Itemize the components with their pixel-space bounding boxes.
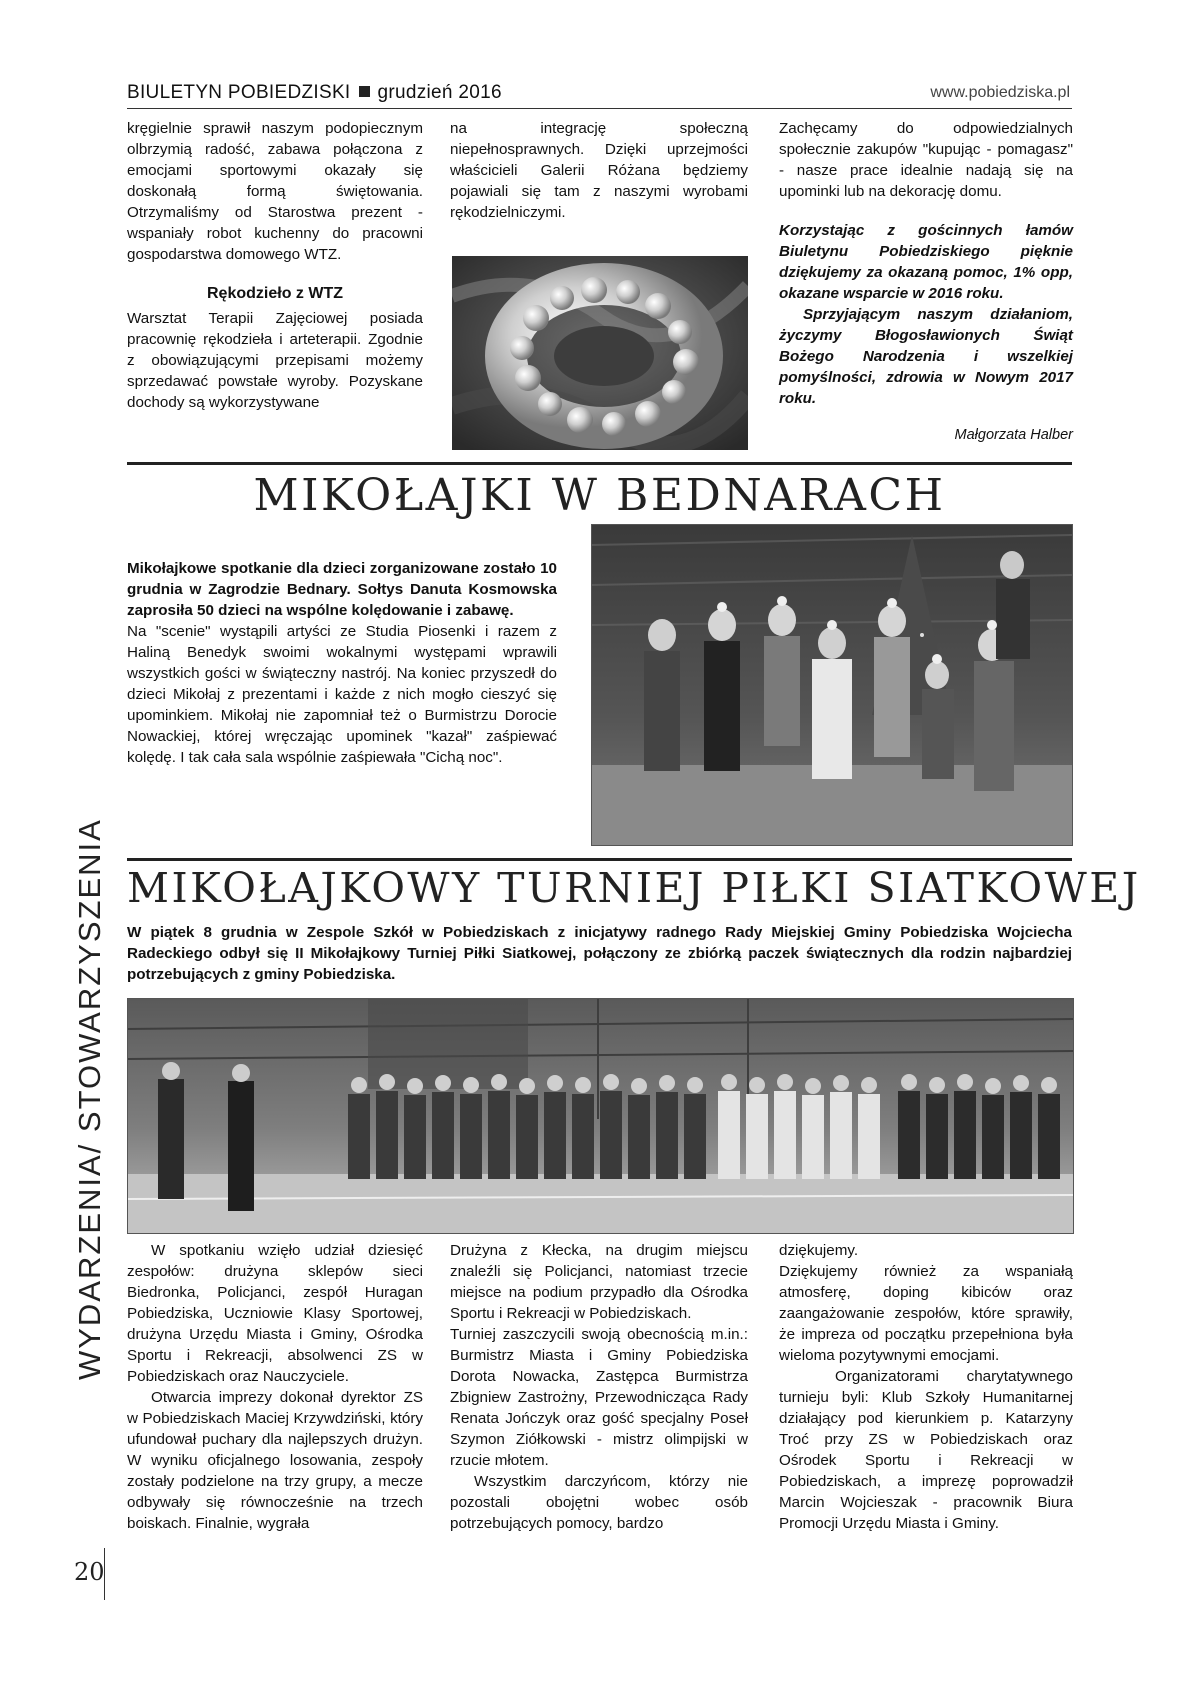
article1-column-2 [450, 118, 748, 223]
wreath-photo [452, 256, 748, 450]
article2-lead: Mikołajkowe spotkanie dla dzieci zorganizowane zostało 10 grudnia w Zagrodzie Bednary. Sołtys Danuta Kosmowska zaprosiła 50 dzieci na wspólne kolędowanie i zabawę. [127, 560, 557, 619]
article3-title: MIKOŁAJKOWY TURNIEJ PIŁKI SIATKOWEJ [127, 864, 1141, 912]
article3-paragraph: Wszystkim darczyńcom, którzy nie pozostali obojętni wobec osób potrzebujących pomocy, bardzo [450, 1473, 748, 1532]
article1-paragraph: kręgielnie sprawił naszym podopiecznym olbrzymią radość, zabawa połączona z emocjami sportowymi okazały się doskonałą formą świętowania. Otrzymaliśmy od Starostwa prezent - wspaniały robot kuchenny do pracowni gospodarstwa domowego WTZ. [127, 120, 423, 263]
article3-column-3 [779, 1240, 1073, 1534]
article1-paragraph: Warsztat Terapii Zajęciowej posiada pracownię rękodzieła i arteterapii. Zgodnie z obowiązującymi przepisami możemy sprzedawać powstałe wyroby. Pozyskane dochody są wykorzystywane [127, 310, 423, 411]
publication-title: BIULETYN POBIEDZISKI [127, 82, 351, 103]
section-divider [127, 858, 1072, 861]
publication-header [127, 82, 502, 104]
volleyball-teams-photo [127, 998, 1074, 1234]
website-link[interactable]: www.pobiedziska.pl [930, 84, 1070, 101]
article3-paragraph: W spotkaniu wzięło udział dziesięć zespołów: drużyna sklepów sieci Biedronka, Policjanci, zespół Huragan Pobiedziska, Uczniowie Klasy Sportowej, drużyna Urzędu Miasta i Gminy, Ośrodka Sportu i Rekreacji, absolwenci ZS w Pobiedziskach oraz Nauczyciele. [127, 1242, 423, 1385]
article1-column-1 [127, 118, 423, 413]
page-number: 20 [74, 1558, 105, 1586]
article3-paragraph: Otwarcia imprezy dokonał dyrektor ZS w Pobiedziskach Maciej Krzywdziński, który ufundował puchary dla najlepszych drużyn. W wyniku oficjalnego losowania, zespoły zostały podzielone na trzy grupy, a mecze odbywały się równocześnie na trzech boiskach. Finalnie, wygrała [127, 1389, 423, 1532]
issue-date: grudzień 2016 [377, 82, 502, 103]
article3-column-1 [127, 1240, 423, 1534]
section-label: WYDARZENIA/ STOWARZYSZENIA [72, 818, 107, 1380]
article3-paragraph: Dziękujemy również za wspaniałą atmosferę, doping kibiców oraz zaangażowanie zespołów, które sprawiły, że impreza od początku przepełniona była wieloma pozytywnymi emocjami. [779, 1263, 1073, 1364]
article1-signature: Małgorzata Halber [954, 427, 1073, 443]
article1-column-3 [779, 118, 1073, 446]
article1-thanks: Korzystając z gościnnych łamów Biuletynu Pobiedziskiego pięknie dziękujemy za okazaną pomoc, 1% opp, okazane wsparcie w 2016 roku. [779, 222, 1073, 302]
article3-paragraph: dziękujemy. [779, 1242, 859, 1259]
volleyball-image [128, 999, 1073, 1233]
article2-body: Na "scenie" wystąpili artyści ze Studia Piosenki i razem z Haliną Benedyk swoimi wokalnymi występami wprawili wszystkich gości w świąteczny nastrój. Na koniec przyszedł do dzieci Mikołaj z prezentami i każde z nich mogło cieszyć się upominkiem. Mikołaj nie zapomniał też o Burmistrzu Dorocie Nowackiej, której wręczając upominek "kazał" zaśpiewać kolędę. I tak cała sala wspólnie zaśpiewała "Cichą noc". [127, 623, 557, 766]
article3-paragraph: Drużyna z Kłecka, na drugim miejscu znaleźli się Policjanci, natomiast trzecie miejsce na podium przypadło dla Ośrodka Sportu i Rekreacji w Pobiedziskach. [450, 1242, 748, 1322]
article3-lead: W piątek 8 grudnia w Zespole Szkół w Pobiedziskach z inicjatywy radnego Rady Miejskiej Gminy Pobiedziska Wojciecha Radeckiego odbył się II Mikołajkowy Turniej Piłki Siatkowej, połączony ze zbiórką paczek świątecznych dla rodzin najbardziej potrzebujących z gminy Pobiedziska. [127, 924, 1072, 983]
article3-lead-block [127, 922, 1072, 985]
children-singing-photo [591, 524, 1073, 846]
header-divider [127, 108, 1072, 109]
children-image [592, 525, 1072, 845]
wreath-image [452, 256, 748, 450]
article1-wishes: Sprzyjającym naszym działaniom, życzymy Błogosławionych Świąt Bożego Narodzenia i wszelkiej pomyślności, zdrowia w Nowym 2017 roku. [779, 306, 1073, 407]
article3-paragraph: Organizatorami charytatywnego turnieju byli: Klub Szkoły Humanitarnej działający pod kierunkiem p. Katarzyny Troć przy ZS w Pobiedziskach oraz Ośrodek Sportu i Rekreacji w Pobiedziskach, a imprezę poprowadził Marcin Wojcieszak - pracownik Biura Promocji Urzędu Miasta i Gminy. [779, 1368, 1073, 1532]
article1-paragraph: Zachęcamy do odpowiedzialnych społecznie zakupów "kupując - pomagasz" - nasze prace idealnie nadają się na upominki lub na dekorację domu. [779, 120, 1073, 200]
article3-paragraph: Turniej zaszczycili swoją obecnością m.in.: Burmistrz Miasta i Gminy Pobiedziska Dorota Nowacka, Zastępca Burmistrza Zbigniew Zastrożny, Przewodnicząca Rady Renata Jończyk oraz gość specjalny Poseł Szymon Ziółkowski - mistrz olimpijski w rzucie młotem. [450, 1326, 748, 1469]
article2-title: MIKOŁAJKI W BEDNARACH [253, 470, 946, 521]
article2-text [127, 558, 557, 768]
square-separator-icon [359, 86, 370, 97]
section-divider [127, 462, 1072, 465]
article3-column-2 [450, 1240, 748, 1534]
article1-subheading: Rękodzieło z WTZ [207, 285, 343, 302]
article1-paragraph: na integrację społeczną niepełnosprawnych. Dzięki uprzejmości właścicieli Galerii Różana będziemy pojawiali się tam z naszymi wyrobami rękodzielniczymi. [450, 120, 748, 221]
